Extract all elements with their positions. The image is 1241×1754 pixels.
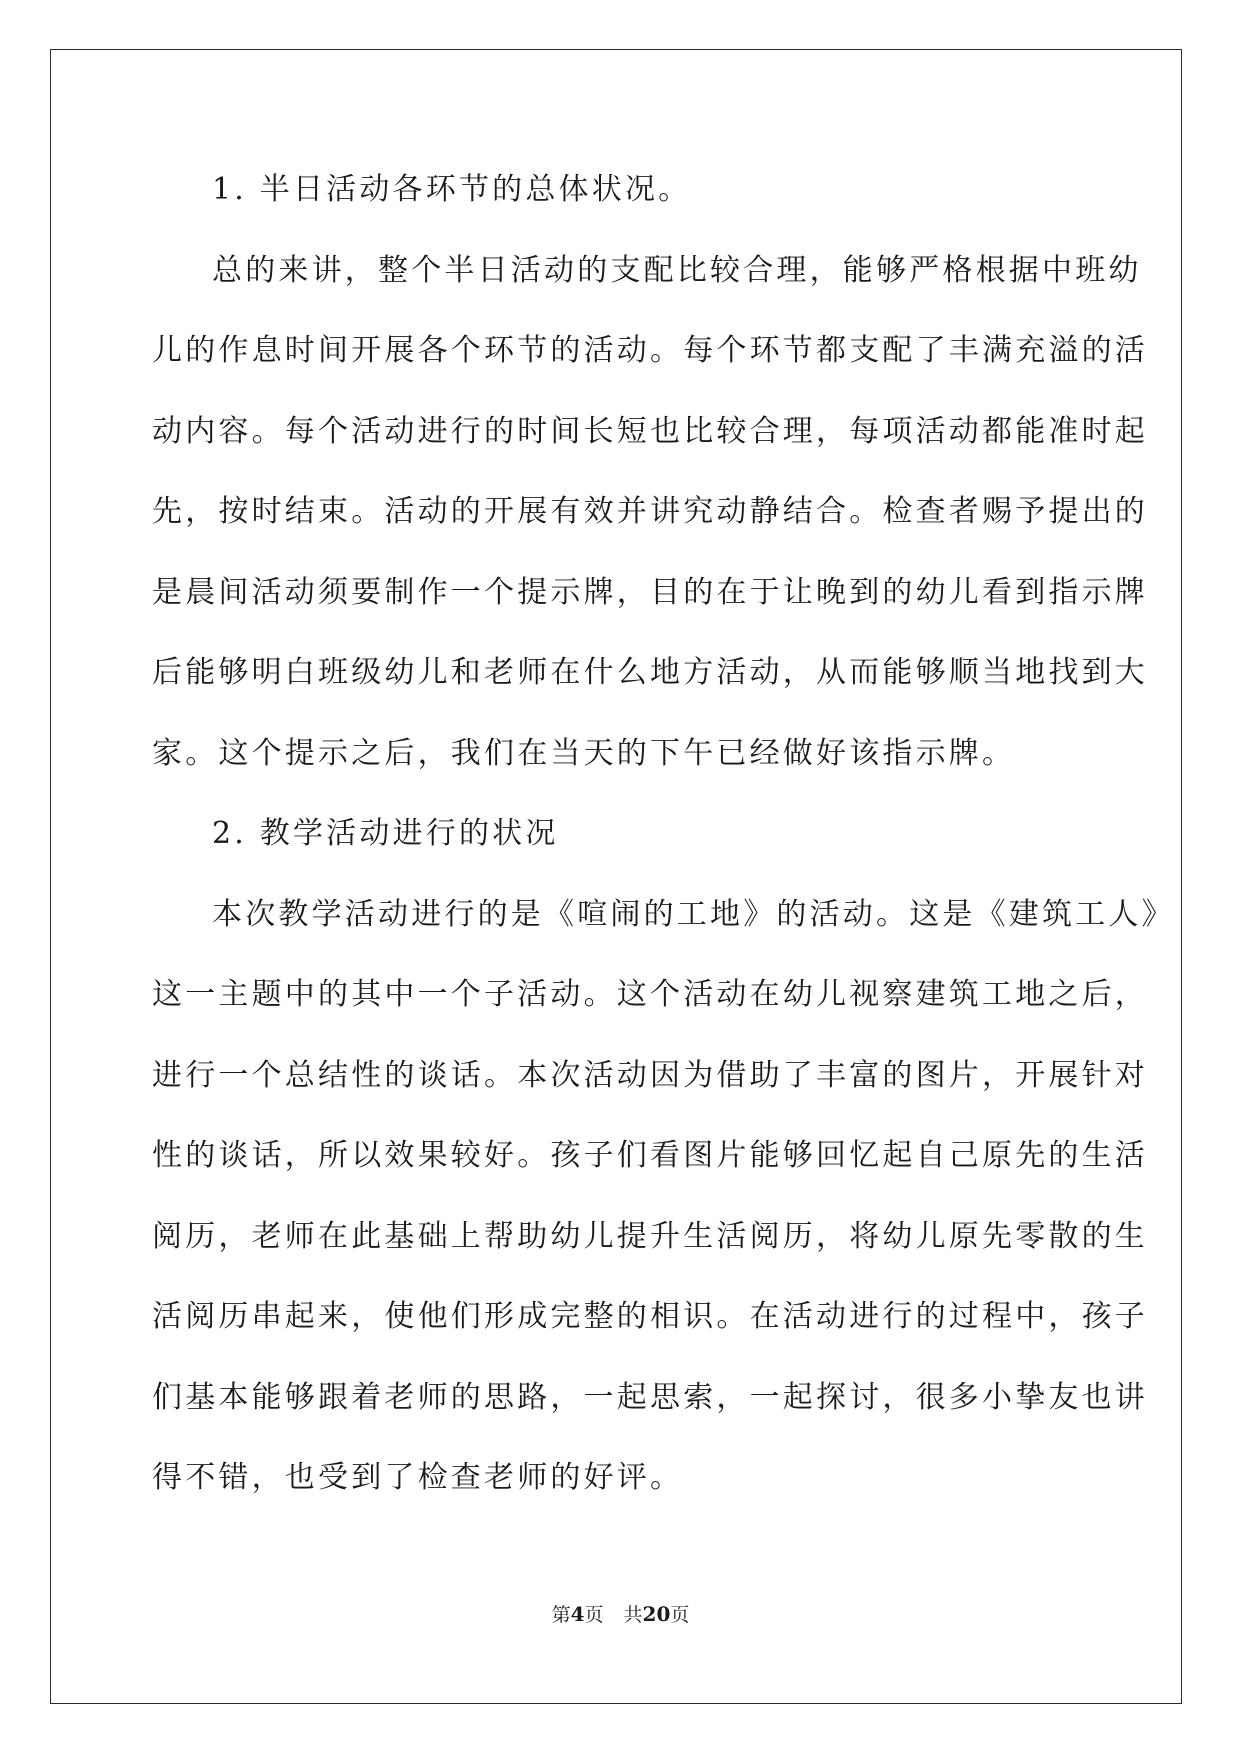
paragraph-line: 本次教学活动进行的是《喧闹的工地》的活动。这是《建筑工人》 bbox=[212, 896, 1175, 932]
paragraph-line: 先，按时结束。活动的开展有效并讲究动静结合。检查者赐予提出的 bbox=[152, 494, 1148, 529]
paragraph-line: 是晨间活动须要制作一个提示牌，目的在于让晚到的幼儿看到指示牌 bbox=[152, 574, 1148, 610]
paragraph-line: 活阅历串起来，使他们形成完整的相识。在活动进行的过程中，孩子 bbox=[152, 1299, 1148, 1334]
footer-prefix: 第 bbox=[551, 1604, 571, 1626]
paragraph-line: 这一主题中的其中一个子活动。这个活动在幼儿视察建筑工地之后， bbox=[152, 977, 1148, 1012]
paragraph-line: 性的谈话，所以效果较好。孩子们看图片能够回忆起自己原先的生活 bbox=[152, 1138, 1148, 1173]
page-footer bbox=[0, 1600, 1241, 1627]
footer-total-suffix: 页 bbox=[670, 1604, 690, 1626]
paragraph-line: 后能够明白班级幼儿和老师在什么地方活动，从而能够顺当地找到大 bbox=[152, 655, 1148, 690]
current-page-number: 4 bbox=[570, 1602, 585, 1626]
paragraph-line: 儿的作息时间开展各个环节的活动。每个环节都支配了丰满充溢的活 bbox=[152, 333, 1148, 368]
section-heading-2: 2. 教学活动进行的状况 bbox=[212, 816, 559, 851]
paragraph-line: 得不错，也受到了检查老师的好评。 bbox=[152, 1460, 684, 1495]
paragraph-line: 家。这个提示之后，我们在当天的下午已经做好该指示牌。 bbox=[152, 735, 1016, 771]
total-page-count: 20 bbox=[642, 1602, 671, 1626]
paragraph-line: 们基本能够跟着老师的思路，一起思索，一起探讨，很多小挚友也讲 bbox=[152, 1379, 1148, 1415]
footer-page-suffix: 页 bbox=[584, 1604, 604, 1626]
paragraph-line: 进行一个总结性的谈话。本次活动因为借助了丰富的图片，开展针对 bbox=[152, 1057, 1148, 1093]
paragraph-line: 动内容。每个活动进行的时间长短也比较合理，每项活动都能准时起 bbox=[152, 413, 1148, 449]
document-body bbox=[152, 158, 1175, 1527]
paragraph-line: 阅历，老师在此基础上帮助幼儿提升生活阅历，将幼儿原先零散的生 bbox=[152, 1218, 1148, 1254]
paragraph-line: 总的来讲，整个半日活动的支配比较合理，能够严格根据中班幼 bbox=[212, 252, 1142, 288]
footer-total-prefix: 共 bbox=[623, 1604, 643, 1626]
section-heading-1: 1. 半日活动各环节的总体状况。 bbox=[212, 172, 692, 207]
